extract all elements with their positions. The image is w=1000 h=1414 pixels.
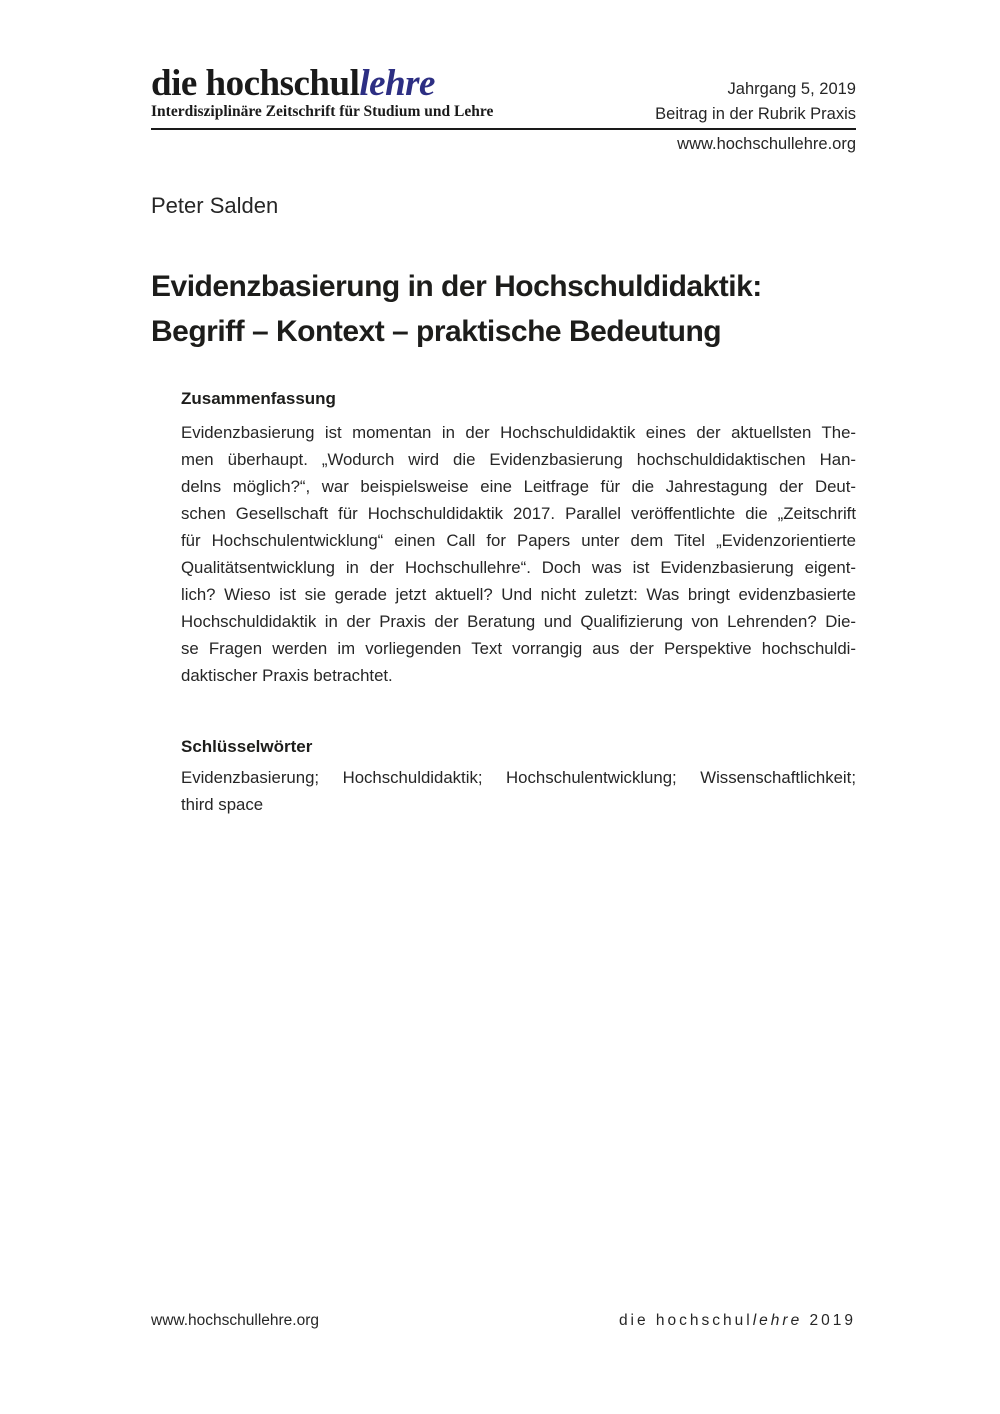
article-title-line1: Evidenzbasierung in der Hochschuldidaktik:: [151, 270, 762, 303]
header-website: www.hochschullehre.org: [677, 135, 856, 153]
text-line: men überhaupt. „Wodurch wird die Evidenzbasierung hochschuldidaktischen Han-: [181, 450, 856, 469]
article-title-line2: Begriff – Kontext – praktische Bedeutung: [151, 315, 722, 348]
journal-logo-accent: lehre: [359, 63, 435, 104]
text-line: third space: [181, 795, 264, 814]
abstract-heading: Zusammenfassung: [181, 389, 336, 408]
journal-logo-main: die hochschul: [151, 63, 360, 104]
footer-journal-name: [619, 1312, 856, 1330]
keywords-text: [181, 764, 856, 818]
text-line: Evidenzbasierung ist momentan in der Hochschuldidaktik eines der aktuellsten The-: [181, 423, 856, 442]
text-line: Hochschuldidaktik in der Praxis der Beratung und Qualifizierung von Lehrenden? Die-: [181, 612, 856, 631]
rubric-line: Beitrag in der Rubrik Praxis: [655, 105, 856, 123]
volume-line: Jahrgang 5, 2019: [727, 80, 856, 98]
abstract-text: [181, 419, 856, 689]
footer-website: www.hochschullehre.org: [151, 1312, 320, 1329]
footer-journal-main: die hochschul: [618, 1312, 753, 1329]
footer-journal-accent: lehre: [752, 1312, 803, 1329]
footer-journal-year: 2019: [802, 1312, 856, 1329]
text-line: se Fragen werden im vorliegenden Text vorrangig aus der Perspektive hochschuldi-: [181, 639, 856, 658]
journal-subtitle: Interdisziplinäre Zeitschrift für Studium und Lehre: [151, 103, 494, 120]
author-name: Peter Salden: [151, 193, 279, 218]
keywords-heading: Schlüsselwörter: [181, 737, 313, 756]
text-line: für Hochschulentwicklung“ einen Call for Papers unter dem Titel „Evidenzorientierte: [181, 531, 856, 550]
text-line: lich? Wieso ist sie gerade jetzt aktuell? Und nicht zuletzt: Was bringt evidenzbasierte: [181, 585, 856, 604]
text-line: schen Gesellschaft für Hochschuldidaktik 2017. Parallel veröffentlichte die „Zeitschrift: [181, 504, 856, 523]
text-line: daktischer Praxis betrachtet.: [181, 666, 393, 685]
text-line: Qualitätsentwicklung in der Hochschullehre“. Doch was ist Evidenzbasierung eigent-: [181, 558, 856, 577]
text-line: delns möglich?“, war beispielsweise eine Leitfrage für die Jahrestagung der Deut-: [181, 477, 856, 496]
header-divider: [151, 128, 856, 130]
article-title: [151, 264, 871, 354]
text-line: Evidenzbasierung; Hochschuldidaktik; Hochschulentwicklung; Wissenschaftlichkeit;: [181, 768, 856, 787]
journal-logo: [151, 62, 435, 105]
